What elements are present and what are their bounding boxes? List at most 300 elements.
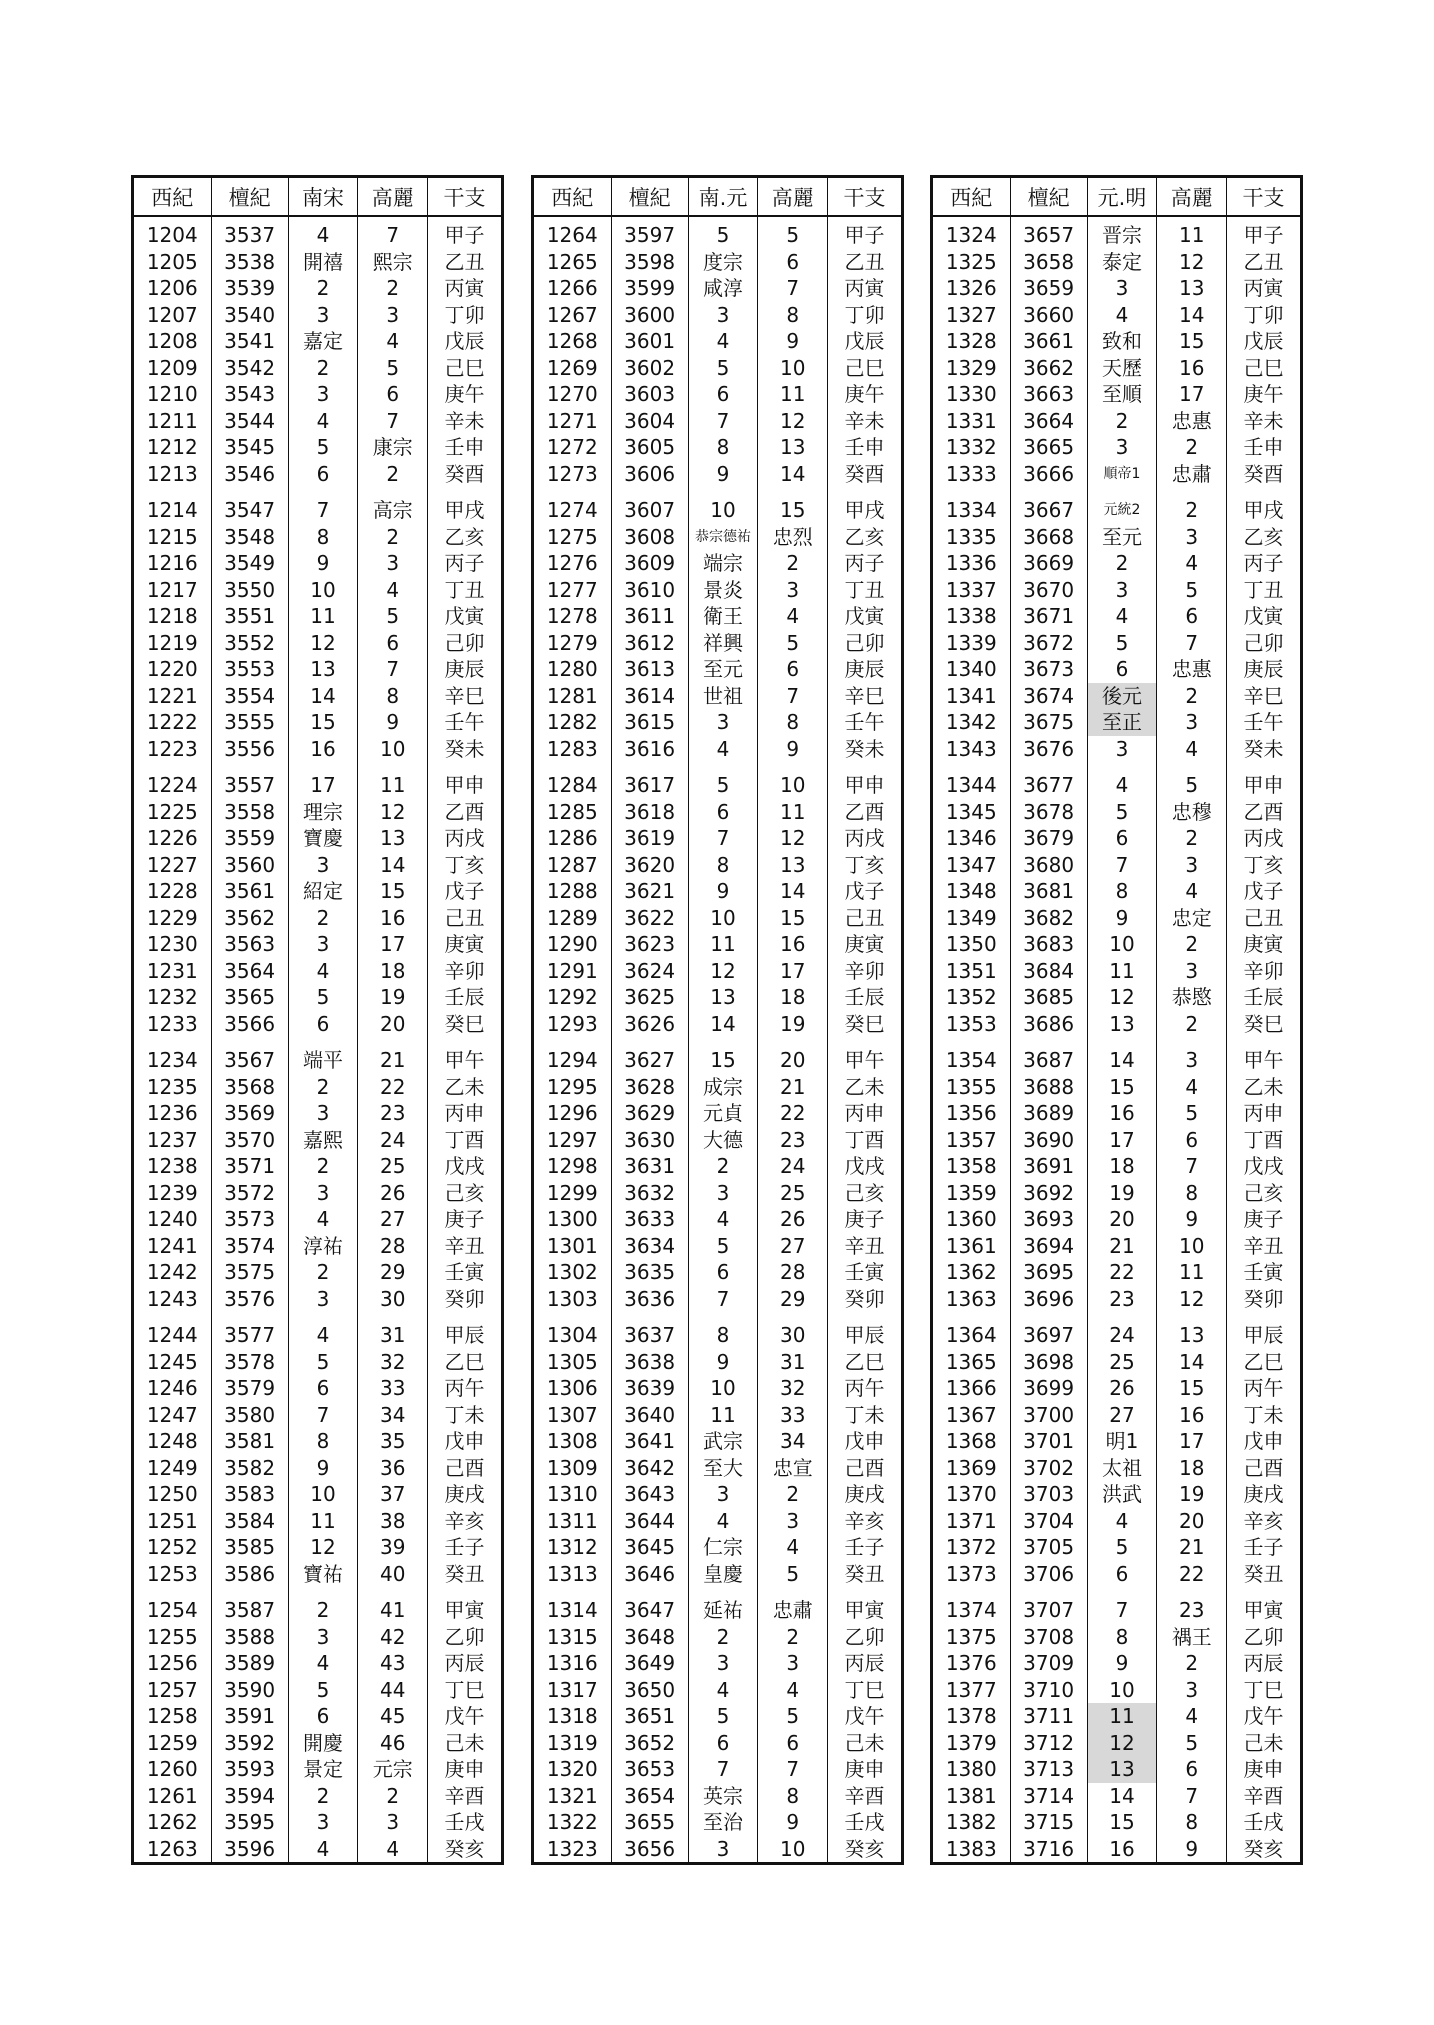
cell-china-era: 14: [1087, 1783, 1157, 1810]
cell-western-year: 1250: [146, 1482, 198, 1507]
cell-dangun-year: 3537: [211, 216, 288, 249]
cell-sexagenary: 丙申: [828, 1100, 901, 1127]
cell-goryeo-era: 元宗: [358, 1756, 428, 1783]
cell-china-era: 9: [288, 1455, 358, 1482]
cell-sexagenary: 辛丑: [828, 1233, 901, 1260]
cell-china-era: 8: [1087, 1624, 1157, 1651]
table-row: [534, 1428, 901, 1455]
cell-china-era: 27: [1087, 1402, 1157, 1429]
cell-dangun-year: 3644: [611, 1508, 688, 1535]
cell-goryeo-era: 7: [358, 656, 428, 683]
cell-china-era: 2: [288, 905, 358, 932]
cell-dangun-year: 3676: [1010, 736, 1087, 763]
cell-western-year: 1307: [546, 1402, 598, 1427]
cell-dangun-year: 3614: [611, 683, 688, 710]
cell-dangun-year: 3658: [1010, 249, 1087, 276]
table-row: [933, 709, 1300, 736]
cell-goryeo-era: 10: [758, 762, 828, 799]
cell-goryeo-era: 17: [1157, 1428, 1227, 1455]
cell-goryeo-era: 6: [358, 381, 428, 408]
table-row: [134, 1587, 501, 1624]
cell-goryeo-era: 33: [358, 1375, 428, 1402]
cell-dangun-year: 3687: [1010, 1037, 1087, 1074]
cell-dangun-year: 3649: [611, 1650, 688, 1677]
cell-dangun-year: 3674: [1010, 683, 1087, 710]
cell-sexagenary: 己巳: [1227, 355, 1300, 382]
cell-western-year: 1302: [546, 1260, 598, 1285]
cell-sexagenary: 癸卯: [828, 1286, 901, 1313]
cell-western-year: 1252: [146, 1535, 198, 1560]
table-row: [134, 1312, 501, 1349]
cell-dangun-year: 3645: [611, 1534, 688, 1561]
table-row: [134, 1703, 501, 1730]
cell-dangun-year: 3660: [1010, 302, 1087, 329]
table-row: [933, 1783, 1300, 1810]
cell-dangun-year: 3629: [611, 1100, 688, 1127]
cell-sexagenary: 戊戌: [828, 1153, 901, 1180]
cell-china-era: 理宗: [288, 799, 358, 826]
cell-goryeo-era: 2: [358, 524, 428, 551]
cell-sexagenary: 庚戌: [428, 1481, 501, 1508]
table-row: [134, 550, 501, 577]
cell-china-era: 15: [1087, 1809, 1157, 1836]
table-row: [134, 1508, 501, 1535]
cell-china-era: 20: [1087, 1206, 1157, 1233]
cell-goryeo-era: 9: [758, 1809, 828, 1836]
cell-dangun-year: 3683: [1010, 931, 1087, 958]
cell-dangun-year: 3711: [1010, 1703, 1087, 1730]
cell-china-era: 8: [288, 1428, 358, 1455]
table-row: [933, 461, 1300, 488]
cell-western-year: 1370: [945, 1482, 997, 1507]
table-row: [534, 852, 901, 879]
cell-dangun-year: 3641: [611, 1428, 688, 1455]
cell-sexagenary: 庚辰: [1227, 656, 1300, 683]
cell-china-era: 24: [1087, 1312, 1157, 1349]
cell-dangun-year: 3568: [211, 1074, 288, 1101]
cell-western-year: 1253: [146, 1561, 198, 1586]
table-row: [134, 1481, 501, 1508]
cell-dangun-year: 3610: [611, 577, 688, 604]
cell-dangun-year: 3572: [211, 1180, 288, 1207]
cell-goryeo-era: 7: [758, 275, 828, 302]
cell-china-era: 4: [288, 1312, 358, 1349]
cell-sexagenary: 戊子: [828, 878, 901, 905]
cell-sexagenary: 戊子: [428, 878, 501, 905]
cell-china-era: 9: [288, 550, 358, 577]
cell-china-era: 11: [688, 931, 758, 958]
cell-goryeo-era: 9: [758, 736, 828, 763]
table-row: [933, 302, 1300, 329]
cell-sexagenary: 庚午: [428, 381, 501, 408]
cell-dangun-year: 3664: [1010, 408, 1087, 435]
cell-china-era: 4: [688, 1206, 758, 1233]
cell-dangun-year: 3560: [211, 852, 288, 879]
cell-goryeo-era: 4: [358, 1836, 428, 1863]
table-row: [134, 1127, 501, 1154]
cell-sexagenary: 壬戌: [428, 1809, 501, 1836]
cell-sexagenary: 乙巳: [428, 1349, 501, 1376]
cell-goryeo-era: 31: [758, 1349, 828, 1376]
cell-dangun-year: 3585: [211, 1534, 288, 1561]
cell-western-year: 1361: [945, 1233, 997, 1258]
cell-china-era: 3: [1087, 736, 1157, 763]
cell-dangun-year: 3584: [211, 1508, 288, 1535]
cell-dangun-year: 3617: [611, 762, 688, 799]
cell-dangun-year: 3579: [211, 1375, 288, 1402]
table-row: [534, 1180, 901, 1207]
cell-sexagenary: 癸巳: [828, 1011, 901, 1038]
cell-western-year: 1304: [546, 1323, 598, 1348]
cell-dangun-year: 3699: [1010, 1375, 1087, 1402]
table-row: [134, 1650, 501, 1677]
cell-sexagenary: 己亥: [828, 1180, 901, 1207]
cell-sexagenary: 辛丑: [1227, 1233, 1300, 1260]
cell-sexagenary: 辛亥: [428, 1508, 501, 1535]
cell-western-year: 1380: [945, 1757, 997, 1782]
cell-sexagenary: 甲子: [828, 216, 901, 249]
cell-china-era: 13: [1087, 1756, 1157, 1783]
cell-goryeo-era: 15: [758, 905, 828, 932]
cell-dangun-year: 3665: [1010, 434, 1087, 461]
cell-china-era: 3: [688, 709, 758, 736]
cell-goryeo-era: 21: [758, 1074, 828, 1101]
cell-goryeo-era: 12: [1157, 249, 1227, 276]
calendar-table-1: [131, 175, 504, 1865]
cell-western-year: 1369: [945, 1455, 997, 1480]
table-row: [933, 1730, 1300, 1757]
cell-goryeo-era: 忠宣: [758, 1455, 828, 1482]
cell-sexagenary: 癸酉: [1227, 461, 1300, 488]
cell-western-year: 1251: [146, 1508, 198, 1533]
cell-china-era: 至元: [688, 656, 758, 683]
table-row: [933, 852, 1300, 879]
cell-sexagenary: 丙申: [428, 1100, 501, 1127]
cell-china-era: 4: [288, 1206, 358, 1233]
cell-western-year: 1286: [546, 826, 598, 851]
cell-western-year: 1218: [146, 604, 198, 629]
table-row: [534, 1703, 901, 1730]
cell-western-year: 1244: [146, 1323, 198, 1348]
cell-sexagenary: 癸卯: [1227, 1286, 1300, 1313]
cell-china-era: 3: [688, 1180, 758, 1207]
cell-sexagenary: 丁卯: [428, 302, 501, 329]
cell-sexagenary: 甲午: [828, 1037, 901, 1074]
cell-western-year: 1265: [546, 249, 598, 274]
table-row: [534, 878, 901, 905]
cell-sexagenary: 戊辰: [1227, 328, 1300, 355]
table-row: [933, 1259, 1300, 1286]
cell-western-year: 1276: [546, 551, 598, 576]
cell-western-year: 1239: [146, 1180, 198, 1205]
header-western-year: 西紀: [134, 178, 211, 216]
cell-goryeo-era: 21: [1157, 1534, 1227, 1561]
cell-china-era: 6: [1087, 1561, 1157, 1588]
cell-goryeo-era: 7: [1157, 1783, 1227, 1810]
cell-sexagenary: 丁丑: [1227, 577, 1300, 604]
cell-western-year: 1229: [146, 905, 198, 930]
cell-sexagenary: 己卯: [828, 630, 901, 657]
table-row: [534, 487, 901, 524]
cell-sexagenary: 庚辰: [828, 656, 901, 683]
table-row: [933, 736, 1300, 763]
cell-dangun-year: 3596: [211, 1836, 288, 1863]
cell-western-year: 1337: [945, 577, 997, 602]
table-row: [134, 461, 501, 488]
cell-sexagenary: 丙辰: [1227, 1650, 1300, 1677]
cell-dangun-year: 3541: [211, 328, 288, 355]
cell-china-era: 衛王: [688, 603, 758, 630]
cell-goryeo-era: 8: [358, 683, 428, 710]
table-row: [534, 1286, 901, 1313]
cell-goryeo-era: 16: [358, 905, 428, 932]
cell-western-year: 1256: [146, 1651, 198, 1676]
cell-sexagenary: 丙午: [428, 1375, 501, 1402]
table-row: [933, 1402, 1300, 1429]
cell-western-year: 1345: [945, 799, 997, 824]
table-row: [933, 931, 1300, 958]
cell-dangun-year: 3712: [1010, 1730, 1087, 1757]
cell-dangun-year: 3569: [211, 1100, 288, 1127]
cell-dangun-year: 3714: [1010, 1783, 1087, 1810]
table-row: [534, 1037, 901, 1074]
cell-goryeo-era: 19: [1157, 1481, 1227, 1508]
cell-sexagenary: 甲寅: [1227, 1587, 1300, 1624]
table-row: [134, 958, 501, 985]
table-row: [534, 630, 901, 657]
cell-dangun-year: 3600: [611, 302, 688, 329]
cell-goryeo-era: 9: [1157, 1206, 1227, 1233]
cell-sexagenary: 戊申: [828, 1428, 901, 1455]
cell-western-year: 1240: [146, 1207, 198, 1232]
table-row: [933, 1561, 1300, 1588]
cell-goryeo-era: 30: [358, 1286, 428, 1313]
cell-western-year: 1312: [546, 1535, 598, 1560]
cell-china-era: 6: [1087, 656, 1157, 683]
cell-dangun-year: 3545: [211, 434, 288, 461]
cell-western-year: 1376: [945, 1651, 997, 1676]
cell-goryeo-era: 5: [758, 1703, 828, 1730]
cell-goryeo-era: 3: [358, 1809, 428, 1836]
cell-sexagenary: 壬戌: [828, 1809, 901, 1836]
cell-china-era: 6: [288, 461, 358, 488]
cell-dangun-year: 3709: [1010, 1650, 1087, 1677]
cell-goryeo-era: 12: [1157, 1286, 1227, 1313]
header-goryeo-era: 高麗: [358, 178, 428, 216]
cell-goryeo-era: 康宗: [358, 434, 428, 461]
cell-china-era: 寶慶: [288, 825, 358, 852]
cell-china-era: 5: [288, 1677, 358, 1704]
table-row: [933, 1534, 1300, 1561]
header-china-era: 元.明: [1087, 178, 1157, 216]
cell-goryeo-era: 忠肅: [758, 1587, 828, 1624]
cell-goryeo-era: 8: [758, 709, 828, 736]
table-row: [534, 709, 901, 736]
cell-china-era: 皇慶: [688, 1561, 758, 1588]
cell-sexagenary: 甲申: [828, 762, 901, 799]
table-row: [933, 762, 1300, 799]
cell-sexagenary: 丁亥: [828, 852, 901, 879]
cell-dangun-year: 3632: [611, 1180, 688, 1207]
table-row: [933, 683, 1300, 710]
cell-western-year: 1328: [945, 329, 997, 354]
cell-sexagenary: 壬辰: [828, 984, 901, 1011]
cell-dangun-year: 3582: [211, 1455, 288, 1482]
cell-western-year: 1217: [146, 577, 198, 602]
cell-goryeo-era: 22: [1157, 1561, 1227, 1588]
cell-western-year: 1268: [546, 329, 598, 354]
cell-sexagenary: 壬子: [828, 1534, 901, 1561]
cell-sexagenary: 丁亥: [1227, 852, 1300, 879]
cell-sexagenary: 甲戌: [428, 487, 501, 524]
cell-goryeo-era: 2: [758, 1624, 828, 1651]
cell-goryeo-era: 13: [758, 434, 828, 461]
cell-sexagenary: 甲子: [1227, 216, 1300, 249]
cell-western-year: 1227: [146, 852, 198, 877]
cell-goryeo-era: 14: [1157, 1349, 1227, 1376]
cell-western-year: 1272: [546, 435, 598, 460]
header-dangun-year: 檀紀: [211, 178, 288, 216]
cell-dangun-year: 3566: [211, 1011, 288, 1038]
cell-dangun-year: 3543: [211, 381, 288, 408]
cell-goryeo-era: 2: [758, 550, 828, 577]
table-row: [534, 1836, 901, 1863]
cell-goryeo-era: 2: [1157, 683, 1227, 710]
cell-dangun-year: 3567: [211, 1037, 288, 1074]
cell-goryeo-era: 14: [758, 878, 828, 905]
cell-dangun-year: 3552: [211, 630, 288, 657]
cell-sexagenary: 辛酉: [1227, 1783, 1300, 1810]
cell-china-era: 4: [1087, 603, 1157, 630]
table-row: [134, 1402, 501, 1429]
cell-sexagenary: 甲辰: [828, 1312, 901, 1349]
cell-western-year: 1306: [546, 1376, 598, 1401]
table-row: [534, 1730, 901, 1757]
cell-western-year: 1280: [546, 657, 598, 682]
cell-sexagenary: 癸未: [428, 736, 501, 763]
cell-western-year: 1223: [146, 736, 198, 761]
cell-china-era: 元統2: [1087, 487, 1157, 524]
cell-western-year: 1297: [546, 1127, 598, 1152]
cell-goryeo-era: 3: [358, 550, 428, 577]
cell-sexagenary: 癸巳: [1227, 1011, 1300, 1038]
cell-sexagenary: 癸酉: [828, 461, 901, 488]
header-china-era: 南宋: [288, 178, 358, 216]
cell-china-era: 3: [288, 1624, 358, 1651]
cell-goryeo-era: 3: [1157, 709, 1227, 736]
header-row: [134, 178, 501, 216]
cell-china-era: 2: [1087, 550, 1157, 577]
cell-china-era: 16: [288, 736, 358, 763]
cell-goryeo-era: 13: [1157, 1312, 1227, 1349]
table-row: [933, 825, 1300, 852]
table-row: [933, 630, 1300, 657]
table-row: [534, 1127, 901, 1154]
cell-western-year: 1367: [945, 1402, 997, 1427]
table-row: [933, 550, 1300, 577]
cell-china-era: 5: [1087, 630, 1157, 657]
cell-sexagenary: 己未: [428, 1730, 501, 1757]
cell-sexagenary: 丙子: [1227, 550, 1300, 577]
cell-china-era: 14: [1087, 1037, 1157, 1074]
cell-china-era: 3: [1087, 577, 1157, 604]
cell-china-era: 8: [288, 524, 358, 551]
table-row: [933, 905, 1300, 932]
cell-dangun-year: 3654: [611, 1783, 688, 1810]
cell-goryeo-era: 5: [1157, 1100, 1227, 1127]
cell-sexagenary: 辛巳: [828, 683, 901, 710]
cell-china-era: 4: [288, 958, 358, 985]
cell-china-era: 7: [288, 487, 358, 524]
cell-sexagenary: 辛酉: [828, 1783, 901, 1810]
cell-dangun-year: 3656: [611, 1836, 688, 1863]
cell-dangun-year: 3651: [611, 1703, 688, 1730]
table-row: [933, 487, 1300, 524]
cell-sexagenary: 壬申: [1227, 434, 1300, 461]
cell-goryeo-era: 9: [758, 328, 828, 355]
cell-sexagenary: 辛巳: [428, 683, 501, 710]
table-row: [534, 1455, 901, 1482]
cell-dangun-year: 3704: [1010, 1508, 1087, 1535]
table-row: [134, 630, 501, 657]
table-row: [933, 1011, 1300, 1038]
cell-china-era: 11: [688, 1402, 758, 1429]
cell-western-year: 1358: [945, 1154, 997, 1179]
cell-dangun-year: 3612: [611, 630, 688, 657]
cell-sexagenary: 乙酉: [428, 799, 501, 826]
cell-goryeo-era: 2: [758, 1481, 828, 1508]
cell-goryeo-era: 5: [1157, 1730, 1227, 1757]
cell-china-era: 晋宗: [1087, 216, 1157, 249]
table-row: [134, 1534, 501, 1561]
cell-goryeo-era: 46: [358, 1730, 428, 1757]
cell-china-era: 6: [288, 1375, 358, 1402]
table-row: [134, 762, 501, 799]
cell-sexagenary: 己巳: [828, 355, 901, 382]
cell-western-year: 1383: [945, 1836, 997, 1861]
cell-dangun-year: 3615: [611, 709, 688, 736]
cell-western-year: 1320: [546, 1757, 598, 1782]
table-row: [534, 1624, 901, 1651]
table-row: [534, 825, 901, 852]
cell-goryeo-era: 2: [358, 275, 428, 302]
cell-dangun-year: 3677: [1010, 762, 1087, 799]
table-row: [134, 1809, 501, 1836]
cell-dangun-year: 3672: [1010, 630, 1087, 657]
cell-goryeo-era: 42: [358, 1624, 428, 1651]
table-row: [933, 1349, 1300, 1376]
table-row: [933, 1677, 1300, 1704]
cell-china-era: 3: [288, 852, 358, 879]
cell-dangun-year: 3555: [211, 709, 288, 736]
cell-sexagenary: 戊午: [428, 1703, 501, 1730]
cell-goryeo-era: 13: [758, 852, 828, 879]
cell-goryeo-era: 18: [758, 984, 828, 1011]
cell-goryeo-era: 5: [758, 1561, 828, 1588]
cell-china-era: 4: [288, 1836, 358, 1863]
cell-western-year: 1285: [546, 799, 598, 824]
cell-western-year: 1274: [546, 498, 598, 523]
cell-western-year: 1231: [146, 958, 198, 983]
cell-goryeo-era: 26: [758, 1206, 828, 1233]
table-row: [134, 1153, 501, 1180]
cell-western-year: 1348: [945, 879, 997, 904]
cell-china-era: 10: [688, 905, 758, 932]
cell-china-era: 8: [688, 434, 758, 461]
cell-sexagenary: 乙未: [828, 1074, 901, 1101]
cell-goryeo-era: 17: [758, 958, 828, 985]
table-row: [134, 249, 501, 276]
